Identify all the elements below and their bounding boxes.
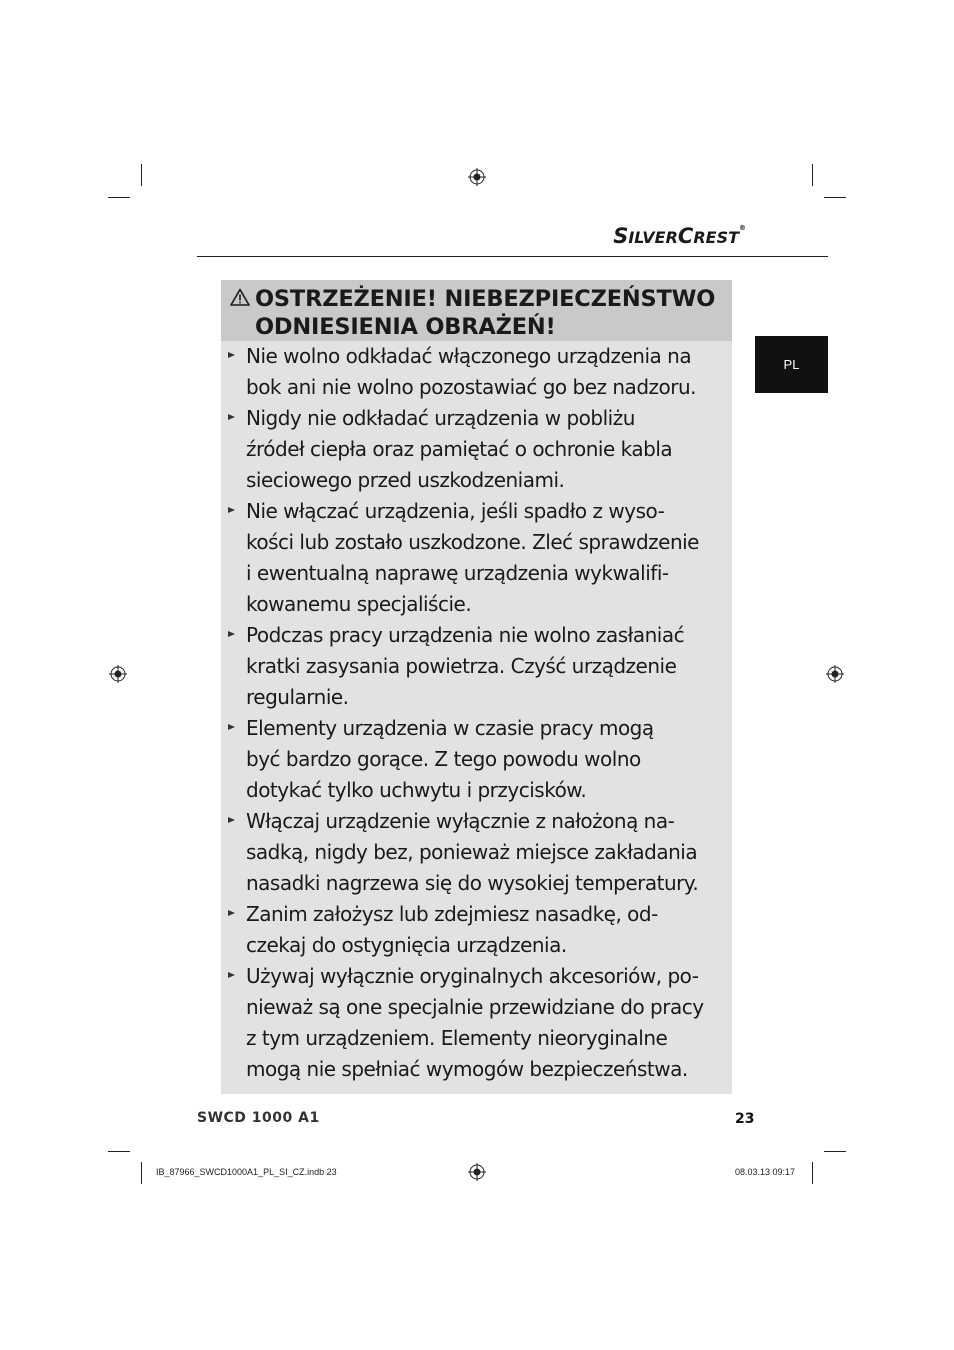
- registered-mark: ®: [739, 224, 746, 232]
- list-item: [221, 403, 732, 496]
- list-item: [221, 341, 732, 403]
- brand-letters: REST: [693, 228, 739, 247]
- crop-mark: [141, 164, 142, 186]
- language-tab-label: PL: [783, 357, 800, 372]
- crop-mark: [141, 1162, 142, 1184]
- crop-mark: [824, 1151, 846, 1152]
- crop-mark: [824, 197, 846, 198]
- list-item-text: Nigdy nie odkładać urządzenia w pobliżu źródeł ciepła oraz pamiętać o ochronie kabla sieciowego przed uszkodzeniami.: [246, 406, 673, 492]
- list-item-text: Nie wolno odkładać włączonego urządzenia na bok ani nie wolno pozostawiać go bez nadzoru.: [246, 344, 696, 399]
- brand-letters: ILVER: [628, 228, 678, 247]
- list-item-text: Nie włączać urządzenia, jeśli spadło z wyso- kości lub zostało uszkodzone. Zleć sprawdzenie i ewentualną naprawę urządzenia wykwalifi- kowanemu specjaliście.: [246, 499, 699, 616]
- list-item-text: Elementy urządzenia w czasie pracy mogą być bardzo gorące. Z tego powodu wolno dotykać tylko uchwytu i przycisków.: [246, 716, 654, 802]
- footer-model: SWCD 1000 A1: [197, 1110, 320, 1126]
- slug-file: IB_87966_SWCD1000A1_PL_SI_CZ.indb 23: [156, 1167, 337, 1177]
- warning-box: [221, 280, 732, 1094]
- list-item: [221, 713, 732, 806]
- header-rule: [197, 256, 828, 257]
- list-item-text: Zanim założysz lub zdejmiesz nasadkę, od- czekaj do ostygnięcia urządzenia.: [246, 902, 658, 957]
- list-item-text: Włączaj urządzenie wyłącznie z nałożoną na- sadką, nigdy bez, ponieważ miejsce zakładania nasadki nagrzewa się do wysokiej temperatury.: [246, 809, 699, 895]
- registration-mark-icon: [109, 665, 127, 683]
- list-item: [221, 961, 732, 1085]
- bullet-arrow-icon: [228, 724, 235, 730]
- warning-header: [221, 280, 732, 341]
- bullet-arrow-icon: [228, 507, 235, 513]
- list-item: [221, 806, 732, 899]
- page-number: 23: [735, 1111, 755, 1127]
- list-item: [221, 899, 732, 961]
- bullet-arrow-icon: [228, 631, 235, 637]
- warning-triangle-icon: [230, 288, 250, 306]
- slug-date: 08.03.13 09:17: [735, 1167, 796, 1177]
- list-item-text: Podczas pracy urządzenia nie wolno zasłaniać kratki zasysania powietrza. Czyść urządzenie regularnie.: [246, 623, 685, 709]
- registration-mark-icon: [468, 168, 486, 186]
- list-item: [221, 620, 732, 713]
- bullet-arrow-icon: [228, 972, 235, 978]
- list-item-text: Używaj wyłącznie oryginalnych akcesoriów, po- nieważ są one specjalnie przewidziane do pracy z tym urządzeniem. Elementy nieoryginalne mogą nie spełniać wymogów bezpieczeństwa.: [246, 964, 704, 1081]
- warning-list: [221, 341, 732, 1085]
- brand-letter: C: [677, 224, 694, 248]
- warning-title: [255, 285, 730, 341]
- registration-mark-icon: [826, 665, 844, 683]
- language-tab: [755, 336, 828, 393]
- brand-logo: [613, 224, 746, 248]
- bullet-arrow-icon: [228, 352, 235, 358]
- list-item: [221, 496, 732, 620]
- bullet-arrow-icon: [228, 414, 235, 420]
- brand-letter: S: [613, 224, 629, 248]
- warning-title-line: ODNIESIENIA OBRAŻEŃ!: [255, 314, 556, 340]
- registration-mark-icon: [468, 1163, 486, 1181]
- bullet-arrow-icon: [228, 910, 235, 916]
- crop-mark: [108, 197, 130, 198]
- crop-mark: [812, 164, 813, 186]
- crop-mark: [812, 1162, 813, 1184]
- bullet-arrow-icon: [228, 817, 235, 823]
- warning-title-line: OSTRZEŻENIE! NIEBEZPIECZEŃSTWO: [255, 286, 716, 312]
- crop-mark: [108, 1151, 130, 1152]
